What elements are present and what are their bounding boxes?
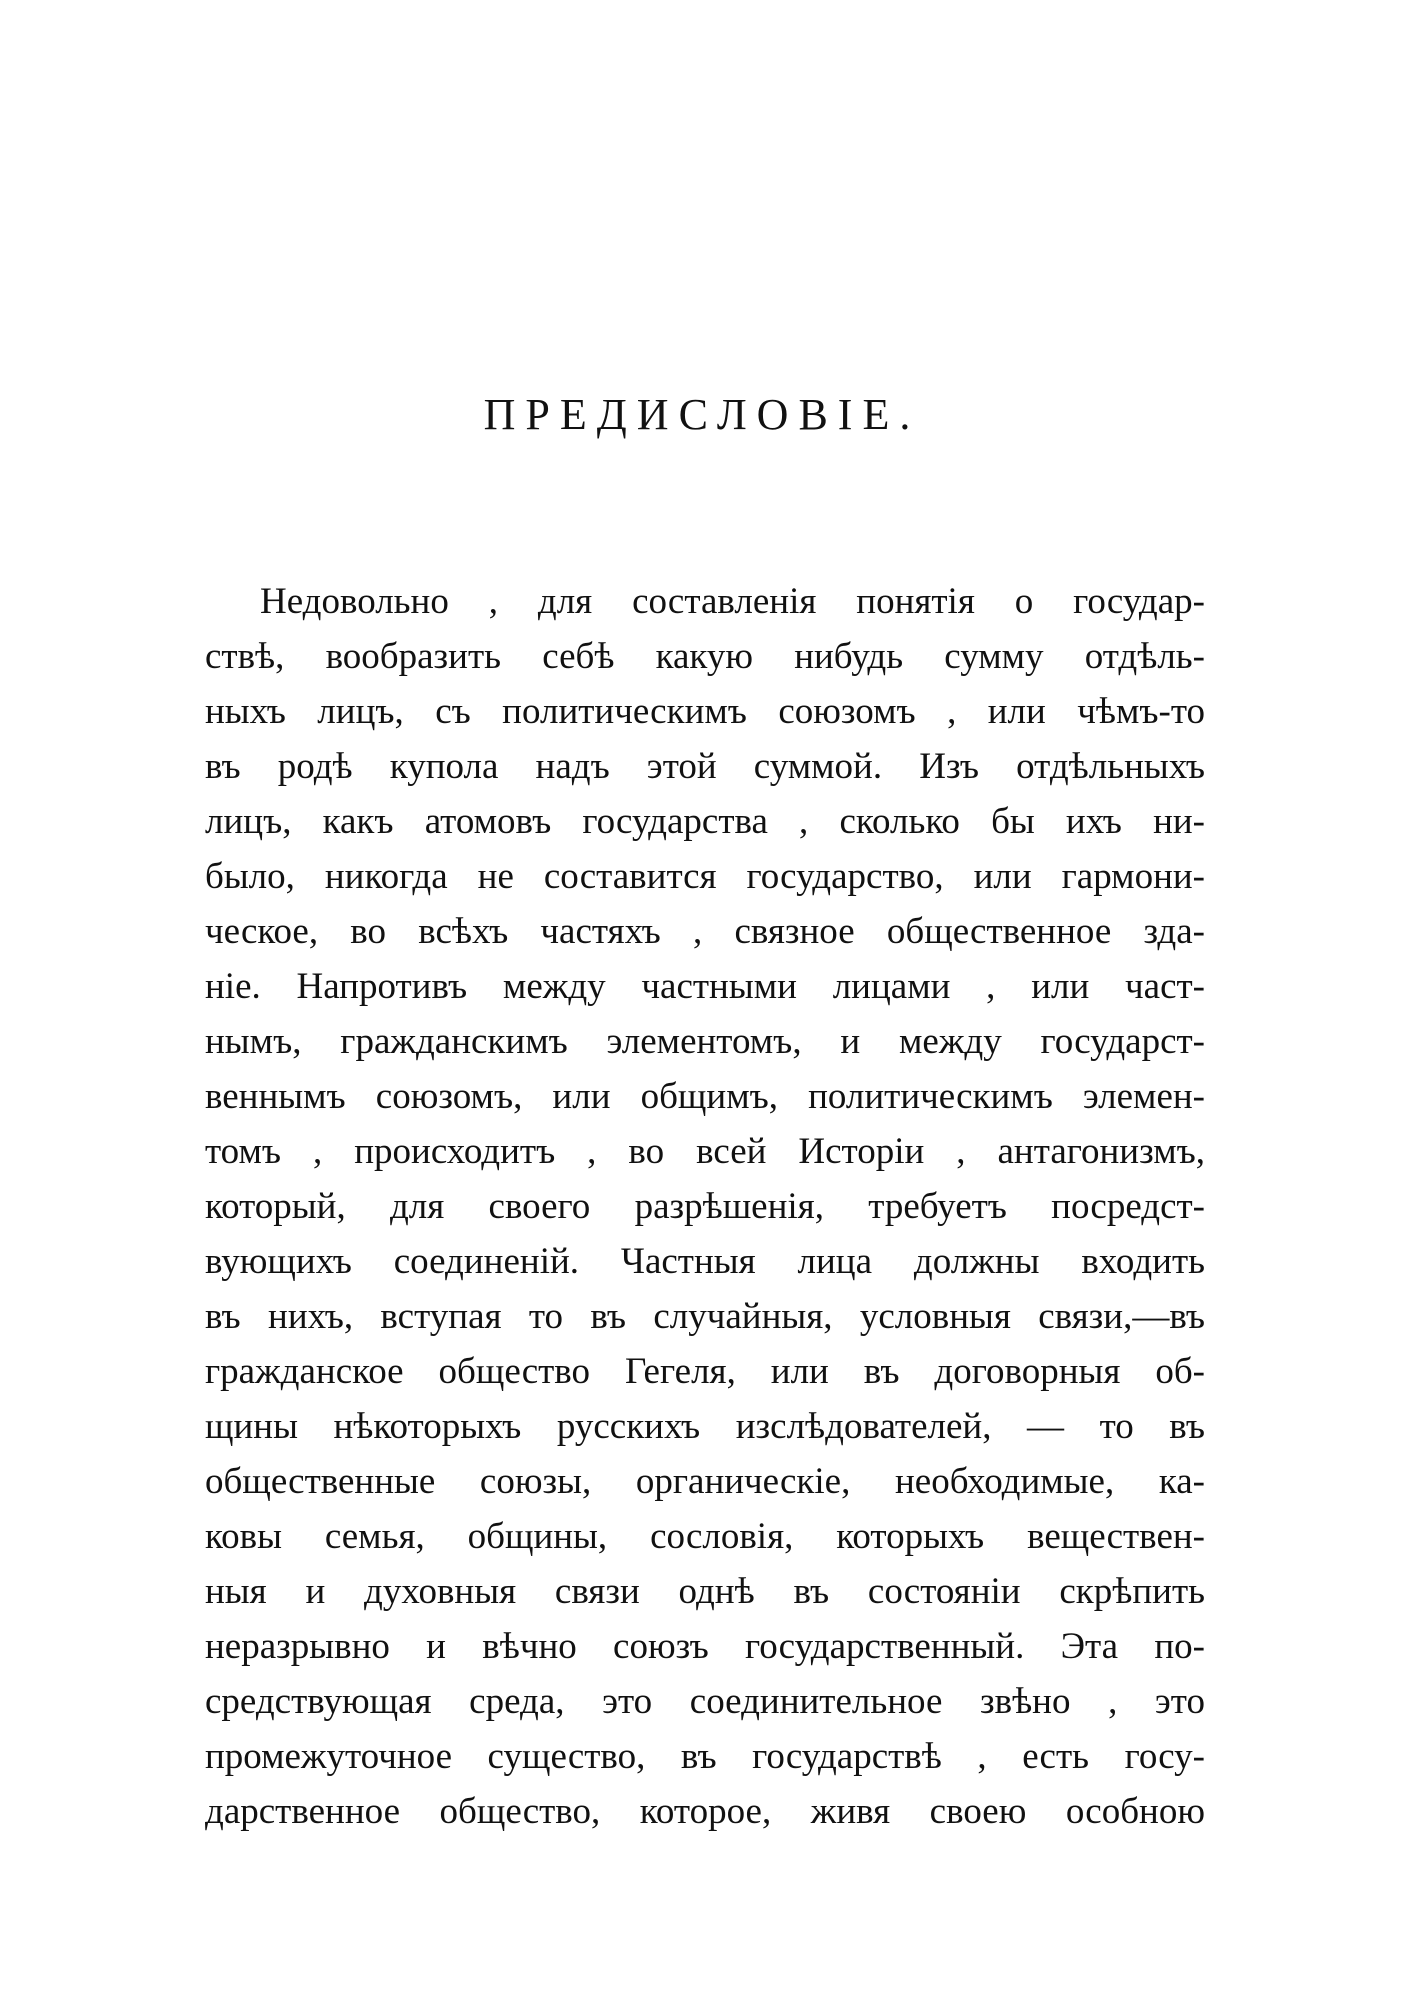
- text-line: въ нихъ, вступая то въ случайныя, условныя связи,—въ: [205, 1296, 1205, 1337]
- text-line: ковы семья, общины, сословія, которыхъ веществен-: [205, 1516, 1205, 1557]
- text-line: который, для своего разрѣшенія, требуетъ посредст-: [205, 1186, 1205, 1227]
- text-line: веннымъ союзомъ, или общимъ, политическимъ элемен-: [205, 1076, 1205, 1117]
- text-line: было, никогда не составится государство, или гармони-: [205, 856, 1205, 897]
- text-line: вующихъ соединеній. Частныя лица должны входить: [205, 1241, 1205, 1282]
- text-line: дарственное общество, которое, живя своею особною: [205, 1791, 1205, 1832]
- text-line: ныя и духовныя связи однѣ въ состояніи скрѣпить: [205, 1571, 1205, 1612]
- text-line: ческое, во всѣхъ частяхъ , связное общественное зда-: [205, 911, 1205, 952]
- text-line: средствующая среда, это соединительное звѣно , это: [205, 1681, 1205, 1722]
- chapter-heading: ПРЕДИСЛОВІЕ.: [483, 390, 921, 439]
- text-line: промежуточное существо, въ государствѣ , есть госу-: [205, 1736, 1205, 1777]
- text-line: томъ , происходитъ , во всей Исторіи , антагонизмъ,: [205, 1131, 1205, 1172]
- text-line: общественные союзы, органическіе, необходимые, ка-: [205, 1461, 1205, 1502]
- body-paragraph: [205, 574, 1205, 1839]
- text-line: ныхъ лицъ, съ политическимъ союзомъ , или чѣмъ-то: [205, 691, 1205, 732]
- text-line: гражданское общество Гегеля, или въ договорныя об-: [205, 1351, 1205, 1392]
- text-line: ствѣ, вообразить себѣ какую нибудь сумму отдѣль-: [205, 636, 1205, 677]
- text-line: нымъ, гражданскимъ элементомъ, и между государст-: [205, 1021, 1205, 1062]
- text-line: Недовольно , для составленія понятія о государ-: [260, 581, 1205, 622]
- text-line: лицъ, какъ атомовъ государства , сколько бы ихъ ни-: [205, 801, 1205, 842]
- text-line: ніе. Напротивъ между частными лицами , или част-: [205, 966, 1205, 1007]
- text-line: въ родѣ купола надъ этой суммой. Изъ отдѣльныхъ: [205, 746, 1205, 787]
- text-line: неразрывно и вѣчно союзъ государственный. Эта по-: [205, 1626, 1205, 1667]
- text-line: щины нѣкоторыхъ русскихъ изслѣдователей, — то въ: [205, 1406, 1205, 1447]
